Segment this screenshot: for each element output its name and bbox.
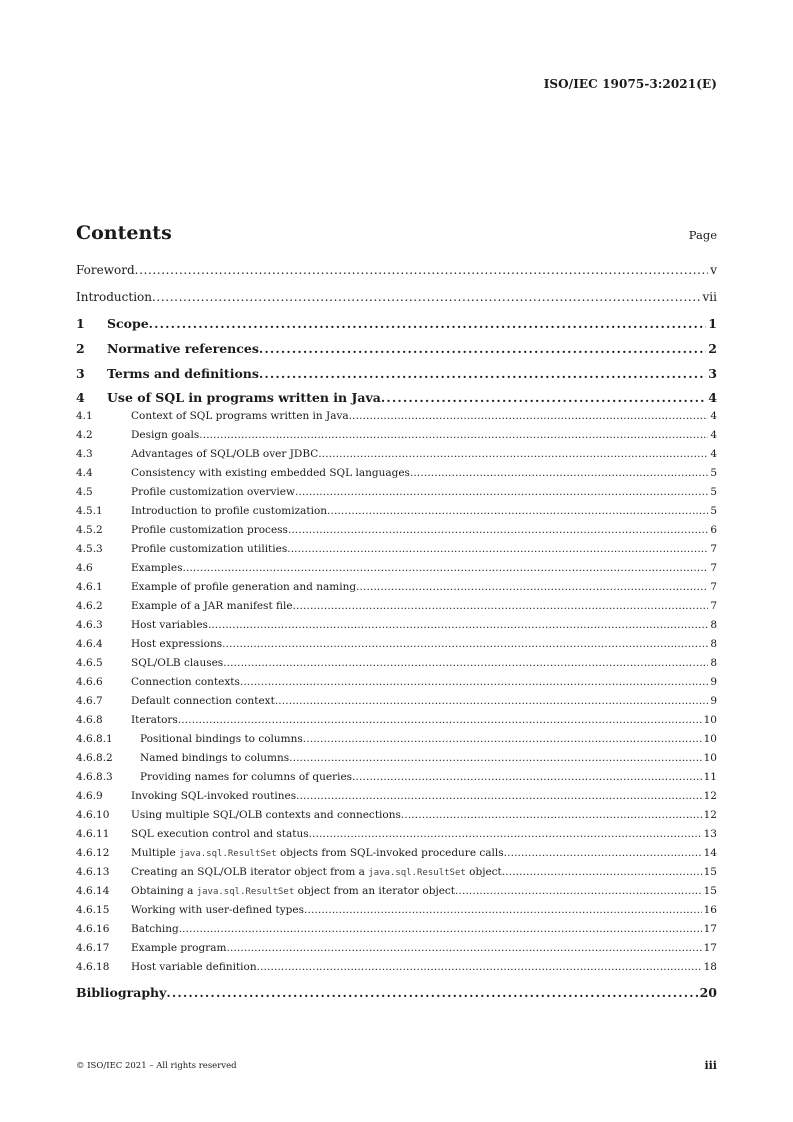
toc-entry-page: 20 (699, 985, 717, 1000)
toc-entry-title: Iterators (131, 714, 178, 726)
toc-entry-title: Positional bindings to columns (140, 733, 303, 745)
leader-dots (356, 581, 708, 593)
toc-entry-title: Bibliography (76, 985, 167, 1000)
toc-entry-page: 18 (703, 961, 717, 973)
leader-dots (304, 904, 702, 916)
leader-dots (293, 600, 709, 612)
toc-entry-title: Working with user-defined types (131, 904, 305, 916)
toc-entry-title: Normative references (107, 341, 259, 356)
toc-entry-title: Default connection context (131, 695, 275, 707)
toc-entry-page: 11 (703, 771, 717, 783)
toc-entry-4-4[interactable] (76, 467, 717, 479)
toc-entry-page: 4 (710, 448, 717, 460)
toc-entry-number: 4.6.8.3 (76, 771, 113, 783)
toc-entry-number: 4.6.7 (76, 695, 103, 707)
toc-entry-page: 1 (708, 316, 717, 331)
toc-entry-4-6-7[interactable] (76, 695, 717, 707)
toc-entry-4[interactable] (76, 390, 717, 405)
toc-entry-title: SQL/OLB clauses (131, 657, 224, 669)
toc-entry-page: 12 (703, 790, 717, 802)
toc-entry-number: 4.2 (76, 429, 93, 441)
toc-entry-number: 4.1 (76, 410, 93, 422)
toc-entry-foreword[interactable] (76, 263, 717, 277)
toc-entry-number: 4.6.15 (76, 904, 110, 916)
toc-entry-page: 16 (703, 904, 717, 916)
leader-dots (455, 885, 702, 897)
toc-entry-page: 10 (703, 752, 717, 764)
toc-entry-title: Use of SQL in programs written in Java (107, 390, 381, 405)
toc-entry-title: Host variable definition (131, 961, 257, 973)
toc-entry-4-6-8-1[interactable] (76, 733, 717, 745)
document-id: ISO/IEC 19075-3:2021(E) (543, 77, 717, 91)
toc-entry-title (131, 847, 504, 859)
leader-dots (318, 448, 708, 460)
toc-entry-page: 12 (703, 809, 717, 821)
toc-entry-title: Scope (107, 316, 149, 331)
leader-dots (287, 543, 708, 555)
leader-dots (295, 486, 708, 498)
toc-entry-1[interactable] (76, 316, 717, 331)
toc-entry-3[interactable] (76, 366, 717, 381)
toc-entry-title: Providing names for columns of queries (140, 771, 353, 783)
toc-entry-4-6-5[interactable] (76, 657, 717, 669)
toc-entry-page: 5 (710, 486, 717, 498)
toc-entry-number: 4 (76, 390, 85, 405)
toc-entry-title: Context of SQL programs written in Java (131, 410, 349, 422)
title-text: Obtaining a (131, 885, 197, 897)
toc-entry-number: 4.6.3 (76, 619, 103, 631)
toc-entry-4-6-9[interactable] (76, 790, 717, 802)
leader-dots (288, 524, 708, 536)
leader-dots (352, 771, 702, 783)
toc-entry-2[interactable] (76, 341, 717, 356)
toc-entry-4-5-1[interactable] (76, 505, 717, 517)
toc-entry-number: 4.6.4 (76, 638, 103, 650)
toc-entry-page: 10 (703, 733, 717, 745)
toc-entry-page: 5 (710, 467, 717, 479)
toc-entry-number: 4.6.8 (76, 714, 103, 726)
leader-dots (166, 985, 697, 1000)
toc-entry-number: 4.6.14 (76, 885, 110, 897)
title-text: object from an iterator object (294, 885, 456, 897)
leader-dots (410, 467, 708, 479)
toc-entry-page: 17 (703, 942, 717, 954)
toc-entry-4-6-4[interactable] (76, 638, 717, 650)
toc-entry-4-6-8-2[interactable] (76, 752, 717, 764)
leader-dots (223, 657, 708, 669)
leader-dots (504, 847, 702, 859)
toc-entry-number: 4.6.2 (76, 600, 103, 612)
code-term: java.sql.ResultSet (196, 887, 295, 897)
leader-dots (199, 429, 708, 441)
leader-dots (381, 390, 706, 405)
title-text: Creating an SQL/OLB iterator object from a (131, 866, 369, 878)
leader-dots (309, 828, 702, 840)
toc-entry-title: Design goals (131, 429, 200, 441)
page-number: iii (704, 1059, 717, 1072)
toc-entry-number: 4.6.8.2 (76, 752, 113, 764)
toc-entry-title: Using multiple SQL/OLB contexts and connections (131, 809, 401, 821)
toc-entry-4-6-3[interactable] (76, 619, 717, 631)
toc-entry-title: Introduction (76, 290, 152, 304)
toc-entry-title (131, 885, 455, 897)
toc-entry-number: 1 (76, 316, 85, 331)
toc-entry-number: 4.4 (76, 467, 93, 479)
toc-entry-4-2[interactable] (76, 429, 717, 441)
toc-entry-4-6-18[interactable] (76, 961, 717, 973)
toc-entry-page: 17 (703, 923, 717, 935)
toc-entry-page: 8 (710, 638, 717, 650)
toc-entry-number: 4.6.12 (76, 847, 110, 859)
toc-entry-page: 3 (708, 366, 717, 381)
toc-entry-4-3[interactable] (76, 448, 717, 460)
toc-entry-introduction[interactable] (76, 290, 717, 304)
toc-entry-title: Consistency with existing embedded SQL languages (131, 467, 410, 479)
toc-entry-page: 7 (710, 581, 717, 593)
toc-entry-page: 15 (703, 885, 717, 897)
toc-entry-4-5[interactable] (76, 486, 717, 498)
toc-entry-number: 4.6 (76, 562, 93, 574)
code-term: java.sql.ResultSet (368, 868, 466, 878)
toc-entry-page: 6 (710, 524, 717, 536)
toc-entry-number: 4.6.8.1 (76, 733, 113, 745)
leader-dots (257, 961, 702, 973)
toc-entry-title: Named bindings to columns (140, 752, 290, 764)
leader-dots (296, 790, 702, 802)
toc-entry-number: 4.6.17 (76, 942, 110, 954)
toc-entry-page: 8 (710, 657, 717, 669)
toc-entry-title: Profile customization utilities (131, 543, 288, 555)
toc-entry-number: 4.6.1 (76, 581, 103, 593)
toc-entry-title: Example program (131, 942, 227, 954)
toc-entry-4-6-8-3[interactable] (76, 771, 717, 783)
leader-dots (502, 866, 702, 878)
toc-entry-title: Example of a JAR manifest file (131, 600, 293, 612)
page-column-label: Page (688, 228, 717, 242)
title-text: Multiple (131, 847, 180, 859)
toc-entry-title: Terms and definitions (107, 366, 259, 381)
leader-dots (327, 505, 708, 517)
leader-dots (240, 676, 708, 688)
toc-entry-title: Advantages of SQL/OLB over JDBC (131, 448, 319, 460)
toc-entry-4-6-16[interactable] (76, 923, 717, 935)
toc-entry-page: 9 (710, 676, 717, 688)
toc-entry-number: 4.6.18 (76, 961, 110, 973)
toc-entry-title: Introduction to profile customization (131, 505, 328, 517)
toc-entry-number: 3 (76, 366, 85, 381)
toc-entry-title: Invoking SQL-invoked routines (131, 790, 297, 802)
toc-entry-4-6-10[interactable] (76, 809, 717, 821)
toc-entry-number: 4.5.1 (76, 505, 103, 517)
toc-entry-4-6-15[interactable] (76, 904, 717, 916)
toc-entry-page: 10 (703, 714, 717, 726)
leader-dots (349, 410, 709, 422)
toc-entry-number: 4.6.10 (76, 809, 110, 821)
toc-entry-title: Examples (131, 562, 183, 574)
leader-dots (149, 316, 707, 331)
toc-entry-number: 4.6.16 (76, 923, 110, 935)
copyright-notice: © ISO/IEC 2021 – All rights reserved (76, 1061, 237, 1071)
toc-entry-number: 4.6.5 (76, 657, 103, 669)
leader-dots (179, 923, 702, 935)
title-text: object (465, 866, 502, 878)
toc-entry-page: 4 (708, 390, 717, 405)
toc-entry-4-5-2[interactable] (76, 524, 717, 536)
toc-entry-page: 4 (710, 410, 717, 422)
toc-entry-number: 4.5.3 (76, 543, 103, 555)
leader-dots (135, 263, 709, 277)
toc-entry-4-6-8[interactable] (76, 714, 717, 726)
toc-entry-page: 5 (710, 505, 717, 517)
toc-entry-page: 9 (710, 695, 717, 707)
leader-dots (208, 619, 708, 631)
toc-entry-page: vii (702, 290, 717, 304)
leader-dots (226, 942, 701, 954)
toc-entry-page: 13 (703, 828, 717, 840)
leader-dots (401, 809, 702, 821)
toc-entry-page: 2 (708, 341, 717, 356)
title-text: objects from SQL-invoked procedure calls (276, 847, 504, 859)
toc-entry-number: 4.5.2 (76, 524, 103, 536)
toc-entry-title: Host expressions (131, 638, 223, 650)
toc-entry-4-6-14[interactable] (76, 885, 717, 897)
toc-entry-title: Example of profile generation and naming (131, 581, 357, 593)
toc-entry-4-6-17[interactable] (76, 942, 717, 954)
toc-entry-page: 7 (710, 600, 717, 612)
toc-entry-4-6-12[interactable] (76, 847, 717, 859)
toc-entry-number: 2 (76, 341, 85, 356)
toc-entry-number: 4.6.11 (76, 828, 110, 840)
toc-entry-4-6-2[interactable] (76, 600, 717, 612)
toc-entry-title: Host variables (131, 619, 208, 631)
toc-entry-4-1[interactable] (76, 410, 717, 422)
leader-dots (275, 695, 708, 707)
contents-heading-row (76, 222, 717, 246)
code-term: java.sql.ResultSet (179, 849, 277, 859)
leader-dots (289, 752, 702, 764)
toc-entry-title: Batching (131, 923, 179, 935)
toc-entry-page: v (710, 263, 717, 277)
toc-entry-number: 4.3 (76, 448, 93, 460)
toc-entry-number: 4.6.6 (76, 676, 103, 688)
toc-entry-4-6-6[interactable] (76, 676, 717, 688)
toc-entry-page: 8 (710, 619, 717, 631)
toc-entry-title: Profile customization process (131, 524, 288, 536)
toc-entry-number: 4.6.9 (76, 790, 103, 802)
leader-dots (303, 733, 702, 745)
toc-entry-title: Profile customization overview (131, 486, 295, 498)
toc-entry-number: 4.5 (76, 486, 93, 498)
toc-entry-title: Connection contexts (131, 676, 240, 688)
toc-entry-4-6-1[interactable] (76, 581, 717, 593)
toc-entry-4-6-13[interactable] (76, 866, 717, 878)
toc-entry-4-6-11[interactable] (76, 828, 717, 840)
leader-dots (183, 562, 709, 574)
leader-dots (259, 341, 706, 356)
leader-dots (178, 714, 702, 726)
leader-dots (152, 290, 701, 304)
toc-entry-page: 4 (710, 429, 717, 441)
toc-entry-number: 4.6.13 (76, 866, 110, 878)
toc-entry-page: 15 (703, 866, 717, 878)
leader-dots (259, 366, 706, 381)
toc-entry-4-6[interactable] (76, 562, 717, 574)
toc-entry-page: 7 (710, 562, 717, 574)
toc-entry-4-5-3[interactable] (76, 543, 717, 555)
toc-entry-page: 14 (703, 847, 717, 859)
toc-entry-bibliography[interactable] (76, 985, 717, 1000)
toc-entry-title: Foreword (76, 263, 135, 277)
toc-entry-title: SQL execution control and status (131, 828, 309, 840)
toc-entry-page: 7 (710, 543, 717, 555)
toc-entry-title (131, 866, 502, 878)
leader-dots (222, 638, 708, 650)
contents-title: Contents (76, 222, 172, 244)
